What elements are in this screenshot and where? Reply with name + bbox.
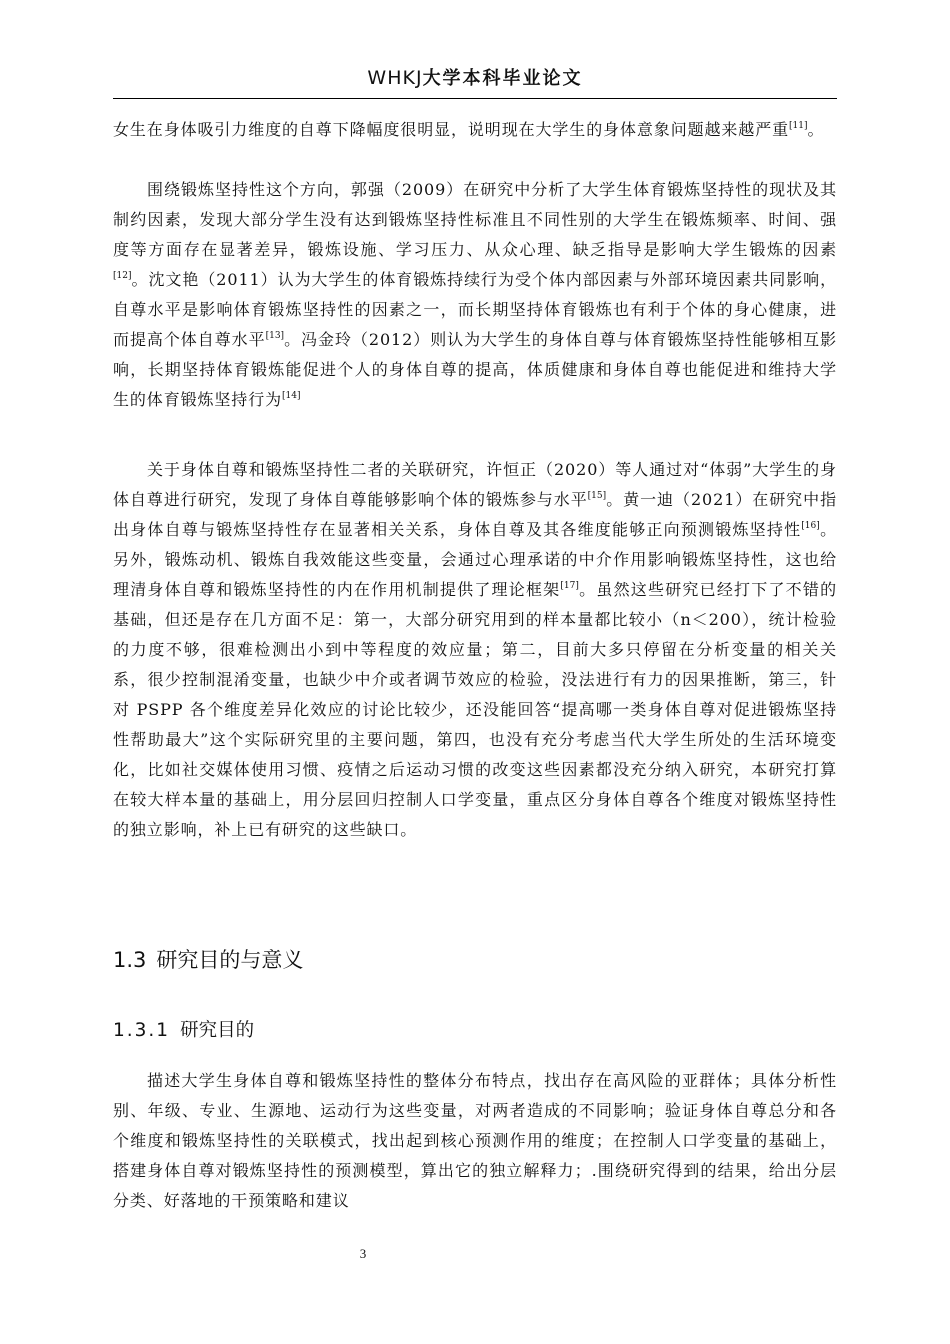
citation: [12] xyxy=(113,271,132,281)
body-paragraph: 围绕锻炼坚持性这个方向，郭强（2009）在研究中分析了大学生体育锻炼坚持性的现状及其制约因素，发现大部分学生没有达到锻炼坚持性标准且不同性别的大学生在锻炼频率、时间、强度等方面存在显著差异，锻炼设施、学习压力、从众心理、缺乏指导是影响大学生锻炼的因素[12]。沈文艳（2011）认为大学生的体育锻炼持续行为受个体内部因素与外部环境因素共同影响，自尊水平是影响体育锻炼坚持性的因素之一，而长期坚持体育锻炼也有利于个体的身心健康，进而提高个体自尊水平[13]。冯金玲（2012）则认为大学生的身体自尊与体育锻炼坚持性能够相互影响，长期坚持体育锻炼能促进个人的身体自尊的提高，体质健康和身体自尊也能促进和维持大学生的体育锻炼坚持行为[14] xyxy=(113,180,837,409)
body-paragraph: 关于身体自尊和锻炼坚持性二者的关联研究，许恒正（2020）等人通过对“体弱”大学生的身体自尊进行研究，发现了身体自尊能够影响个体的锻炼参与水平[15]。黄一迪（2021）在研究中指出身体自尊与锻炼坚持性存在显著相关关系，身体自尊及其各维度能够正向预测锻炼坚持性[16]。另外，锻炼动机、锻炼自我效能这些变量，会通过心理承诺的中介作用影响锻炼坚持性，这也给理清身体自尊和锻炼坚持性的内在作用机制提供了理论框架[17]。虽然这些研究已经打下了不错的基础，但还是存在几方面不足：第一，大部分研究用到的样本量都比较小（n＜200），统计检验的力度不够，很难检测出小到中等程度的效应量；第二，目前大多只停留在分析变量的相关关系，很少控制混淆变量，也缺少中介或者调节效应的检验，没法进行有力的因果推断，第三，针对 PSPP 各个维度差异化效应的讨论比较少，还没能回答“提高哪一类身体自尊对促进锻炼坚持性帮助最大”这个实际研究里的主要问题，第四，也没有充分考虑当代大学生所处的生活环境变化，比如社交媒体使用习惯、疫情之后运动习惯的改变这些因素都没充分纳入研究，本研究打算在较大样本量的基础上，用分层回归控制人口学变量，重点区分身体自尊各个维度对锻炼坚持性的独立影响，补上已有研究的这些缺口。 xyxy=(113,460,837,839)
running-header xyxy=(113,64,837,99)
paragraph-research-aims xyxy=(113,1066,837,1216)
section-heading xyxy=(113,944,303,974)
body-paragraph: 描述大学生身体自尊和锻炼坚持性的整体分布特点，找出存在高风险的亚群体；具体分析性别、年级、专业、生源地、运动行为这些变量，对两者造成的不同影响；验证身体自尊总分和各个维度和锻炼坚持性的关联模式，找出起到核心预测作用的维度；在控制人口学变量的基础上，搭建身体自尊对锻炼坚持性的预测模型，算出它的独立解释力；.围绕研究得到的结果，给出分层分类、好落地的干预策略和建议 xyxy=(113,1071,837,1210)
header-latin: WHKJ xyxy=(367,67,423,89)
citation: [15] xyxy=(587,491,607,501)
paragraph-related-research xyxy=(113,455,837,845)
section-title: 研究目的与意义 xyxy=(156,948,304,972)
paragraph-continuation xyxy=(113,115,837,145)
citation: [17] xyxy=(560,581,579,591)
body-paragraph: 女生在身体吸引力维度的自尊下降幅度很明显，说明现在大学生的身体意象问题越来越严重[11]。 xyxy=(113,120,825,139)
subsection-heading xyxy=(113,1016,254,1042)
page-number: 3 xyxy=(359,1246,367,1261)
section-number: 1.3 xyxy=(113,948,147,972)
citation: [16] xyxy=(801,521,820,531)
citation: [13] xyxy=(265,331,285,341)
subsection-number: 1.3.1 xyxy=(113,1020,171,1041)
header-title: 大学本科毕业论文 xyxy=(422,68,583,89)
subsection-title: 研究目的 xyxy=(180,1020,255,1041)
citation: [11] xyxy=(789,121,808,131)
citation: [14] xyxy=(282,391,301,401)
paragraph-exercise-persistence xyxy=(113,175,837,415)
